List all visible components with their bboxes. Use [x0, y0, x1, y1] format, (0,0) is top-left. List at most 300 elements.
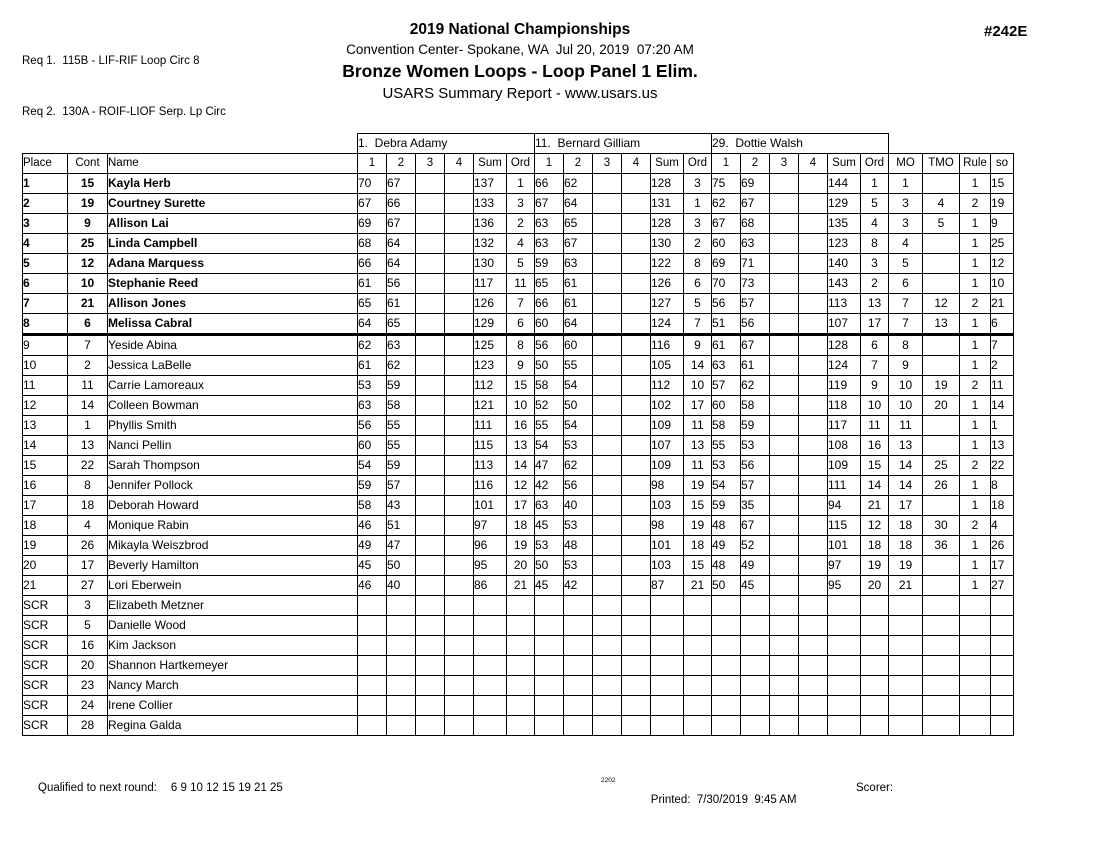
judge-3-score-cell	[770, 335, 799, 356]
judge-2-ord-cell: 9	[684, 335, 712, 356]
judge-1-ord-cell	[507, 596, 535, 616]
place-cell: 7	[23, 294, 68, 314]
judge-2-score-cell: 61	[564, 294, 593, 314]
judge-2-sum-cell: 98	[651, 516, 684, 536]
skater-name-cell: Courtney Surette	[108, 194, 358, 214]
judge-2-sum-cell: 109	[651, 456, 684, 476]
judge-row-spacer-left	[23, 134, 358, 154]
judge-2-ord-cell	[684, 616, 712, 636]
cont-cell: 18	[68, 496, 108, 516]
mo-header: MO	[889, 154, 923, 174]
judge-1-score-cell	[387, 696, 416, 716]
judge-1-score-cell	[445, 234, 474, 254]
judge-1-sum-cell: 133	[474, 194, 507, 214]
judge-1-score-cell: 53	[358, 376, 387, 396]
judge-2-score-cell	[535, 636, 564, 656]
judge-2-sum-cell: 126	[651, 274, 684, 294]
judge-1-score-cell	[416, 335, 445, 356]
mo-cell: 11	[889, 416, 923, 436]
judge-1-score-cell	[445, 294, 474, 314]
judge-3-sum-cell	[828, 636, 861, 656]
judge-2-sum-cell: 107	[651, 436, 684, 456]
judge-2-score-cell: 62	[564, 174, 593, 194]
judge-1-sum-cell: 121	[474, 396, 507, 416]
skater-name-cell: Irene Collier	[108, 696, 358, 716]
judge-2-score-cell	[622, 356, 651, 376]
judge-1-sum-cell: 132	[474, 234, 507, 254]
judge-2-ord-cell: 19	[684, 516, 712, 536]
judge-2-score-cell: 56	[535, 335, 564, 356]
tmo-cell: 13	[923, 314, 960, 335]
so-cell	[991, 676, 1014, 696]
judge-2-ord-cell: 3	[684, 214, 712, 234]
mo-cell: 8	[889, 335, 923, 356]
table-row	[23, 516, 1014, 536]
cont-cell: 7	[68, 335, 108, 356]
results-table-head	[23, 134, 1014, 174]
judge-2-ord-cell: 2	[684, 234, 712, 254]
judge-2-score-cell	[593, 456, 622, 476]
judge-3-score-cell	[770, 254, 799, 274]
judge-2-score-cell	[622, 335, 651, 356]
judge-1-sum-cell: 113	[474, 456, 507, 476]
judge-2-col-ord-header: Ord	[684, 154, 712, 174]
rule-cell: 2	[960, 516, 991, 536]
judge-3-score-cell: 62	[712, 194, 741, 214]
so-cell: 17	[991, 556, 1014, 576]
table-row	[23, 496, 1014, 516]
judge-1-score-cell: 49	[358, 536, 387, 556]
judge-2-score-cell	[622, 234, 651, 254]
skater-name-cell: Phyllis Smith	[108, 416, 358, 436]
judge-3-score-cell	[799, 496, 828, 516]
skater-name-cell: Melissa Cabral	[108, 314, 358, 335]
judge-3-score-cell: 68	[741, 214, 770, 234]
judge-3-score-cell: 70	[712, 274, 741, 294]
skater-name-cell: Allison Lai	[108, 214, 358, 234]
skater-name-cell: Linda Campbell	[108, 234, 358, 254]
judge-3-score-cell: 48	[712, 556, 741, 576]
judge-1-ord-cell: 14	[507, 456, 535, 476]
judge-1-score-cell	[416, 376, 445, 396]
judge-1-score-cell	[445, 516, 474, 536]
skater-name-cell: Mikayla Weiszbrod	[108, 536, 358, 556]
cont-cell: 27	[68, 576, 108, 596]
judge-1-sum-cell: 96	[474, 536, 507, 556]
mo-cell: 18	[889, 516, 923, 536]
rule-header: Rule	[960, 154, 991, 174]
mo-cell	[889, 676, 923, 696]
judge-1-score-cell	[445, 436, 474, 456]
place-cell: 16	[23, 476, 68, 496]
judge-2-score-cell	[535, 676, 564, 696]
judge-3-sum-cell	[828, 696, 861, 716]
judge-2-score-cell	[622, 274, 651, 294]
judge-1-ord-cell: 7	[507, 294, 535, 314]
rule-cell	[960, 696, 991, 716]
judge-1-score-cell	[445, 396, 474, 416]
skater-name-cell: Nanci Pellin	[108, 436, 358, 456]
judge-2-score-cell: 56	[564, 476, 593, 496]
tmo-cell: 5	[923, 214, 960, 234]
req-line-2: Req 2. 130A - ROIF-LIOF Serp. Lp Circ	[22, 106, 226, 118]
judge-3-sum-cell: 129	[828, 194, 861, 214]
judge-2-score-cell: 55	[535, 416, 564, 436]
judge-1-score-cell	[416, 576, 445, 596]
judge-3-score-cell: 53	[712, 456, 741, 476]
table-row	[23, 476, 1014, 496]
judge-3-ord-cell: 6	[861, 335, 889, 356]
table-row	[23, 254, 1014, 274]
judge-2-score-cell	[593, 254, 622, 274]
judge-2-ord-cell: 11	[684, 456, 712, 476]
table-row	[23, 716, 1014, 736]
judge-3-score-cell	[770, 716, 799, 736]
mo-cell	[889, 656, 923, 676]
judge-2-sum-cell: 101	[651, 536, 684, 556]
judge-3-score-cell	[712, 636, 741, 656]
judge-2-sum-cell: 131	[651, 194, 684, 214]
judge-1-sum-cell: 101	[474, 496, 507, 516]
judge-3-score-cell: 73	[741, 274, 770, 294]
judge-1-score-cell	[445, 274, 474, 294]
judge-1-col-4-header: 4	[445, 154, 474, 174]
judge-2-score-cell	[622, 194, 651, 214]
place-cell: 10	[23, 356, 68, 376]
cont-cell: 17	[68, 556, 108, 576]
judge-1-score-cell: 43	[387, 496, 416, 516]
judge-1-score-cell: 47	[387, 536, 416, 556]
judge-1-score-cell: 58	[358, 496, 387, 516]
judge-1-score-cell	[416, 616, 445, 636]
judge-2-score-cell	[622, 376, 651, 396]
judge-3-score-cell	[770, 516, 799, 536]
judge-3-sum-cell: 119	[828, 376, 861, 396]
judge-3-score-cell	[770, 356, 799, 376]
judge-1-ord-cell	[507, 636, 535, 656]
rule-cell: 1	[960, 436, 991, 456]
rule-cell: 1	[960, 556, 991, 576]
table-row	[23, 396, 1014, 416]
cont-cell: 14	[68, 396, 108, 416]
judge-3-score-cell: 61	[741, 356, 770, 376]
judge-3-ord-cell: 3	[861, 254, 889, 274]
judge-3-name: 29. Dottie Walsh	[712, 134, 889, 154]
judge-1-score-cell: 56	[387, 274, 416, 294]
judge-2-sum-cell: 87	[651, 576, 684, 596]
skater-name-cell: Deborah Howard	[108, 496, 358, 516]
tmo-cell: 25	[923, 456, 960, 476]
judge-row-spacer-right	[889, 134, 1014, 154]
judge-1-score-cell	[416, 396, 445, 416]
table-row	[23, 294, 1014, 314]
judge-3-ord-cell: 15	[861, 456, 889, 476]
judge-3-score-cell	[741, 696, 770, 716]
mo-cell: 14	[889, 456, 923, 476]
judge-3-score-cell	[712, 616, 741, 636]
judge-1-sum-cell: 86	[474, 576, 507, 596]
place-cell: 15	[23, 456, 68, 476]
tmo-cell: 26	[923, 476, 960, 496]
skater-name-cell: Lori Eberwein	[108, 576, 358, 596]
judge-1-score-cell	[445, 616, 474, 636]
skater-name-cell: Nancy March	[108, 676, 358, 696]
mo-cell: 7	[889, 314, 923, 335]
rule-cell: 2	[960, 376, 991, 396]
tmo-cell	[923, 676, 960, 696]
place-cell: 5	[23, 254, 68, 274]
venue-date-line: Convention Center- Spokane, WA Jul 20, 2019 07:20 AM	[346, 42, 694, 57]
judge-3-score-cell: 52	[741, 536, 770, 556]
judge-3-score-cell	[799, 616, 828, 636]
so-cell: 8	[991, 476, 1014, 496]
judge-1-name: 1. Debra Adamy	[358, 134, 535, 154]
skater-name-cell: Danielle Wood	[108, 616, 358, 636]
rule-cell	[960, 596, 991, 616]
judge-3-score-cell: 60	[712, 234, 741, 254]
judge-1-col-2-header: 2	[387, 154, 416, 174]
judge-3-score-cell	[770, 376, 799, 396]
judge-1-ord-cell: 19	[507, 536, 535, 556]
judge-2-score-cell	[622, 576, 651, 596]
judge-1-score-cell	[445, 596, 474, 616]
judge-3-score-cell	[770, 696, 799, 716]
judge-2-score-cell: 42	[535, 476, 564, 496]
judge-2-sum-cell	[651, 656, 684, 676]
judge-1-score-cell	[416, 636, 445, 656]
mo-cell: 6	[889, 274, 923, 294]
judge-1-score-cell: 67	[387, 214, 416, 234]
judge-1-score-cell	[358, 656, 387, 676]
judge-2-score-cell	[622, 596, 651, 616]
judge-1-col-ord-header: Ord	[507, 154, 535, 174]
judge-3-ord-cell: 21	[861, 496, 889, 516]
judge-1-score-cell: 51	[387, 516, 416, 536]
judge-1-ord-cell: 15	[507, 376, 535, 396]
judge-1-score-cell	[387, 616, 416, 636]
judge-3-score-cell: 75	[712, 174, 741, 194]
judge-1-score-cell: 66	[358, 254, 387, 274]
place-header: Place	[23, 154, 68, 174]
table-row	[23, 576, 1014, 596]
print-code: 2202	[601, 777, 616, 784]
cont-cell: 4	[68, 516, 108, 536]
table-row	[23, 314, 1014, 335]
cont-cell: 12	[68, 254, 108, 274]
judge-1-score-cell	[416, 294, 445, 314]
table-row	[23, 456, 1014, 476]
judge-2-score-cell	[622, 214, 651, 234]
judge-3-score-cell	[770, 636, 799, 656]
judge-2-score-cell	[593, 314, 622, 335]
judge-3-ord-cell	[861, 716, 889, 736]
place-cell: SCR	[23, 696, 68, 716]
judge-3-score-cell	[741, 676, 770, 696]
judge-3-sum-cell	[828, 656, 861, 676]
so-cell: 19	[991, 194, 1014, 214]
judge-3-score-cell	[741, 656, 770, 676]
judge-3-score-cell	[741, 636, 770, 656]
judge-3-score-cell	[799, 536, 828, 556]
judge-2-score-cell	[593, 516, 622, 536]
rule-cell	[960, 656, 991, 676]
skater-name-cell: Regina Galda	[108, 716, 358, 736]
tmo-cell	[923, 576, 960, 596]
rule-cell	[960, 716, 991, 736]
mo-cell: 1	[889, 174, 923, 194]
judge-3-score-cell	[741, 596, 770, 616]
report-number: #242E	[984, 23, 1028, 40]
place-cell: SCR	[23, 596, 68, 616]
judge-1-score-cell: 64	[387, 234, 416, 254]
judge-3-score-cell	[770, 616, 799, 636]
tmo-cell	[923, 174, 960, 194]
so-cell: 1	[991, 416, 1014, 436]
judge-2-score-cell: 54	[564, 416, 593, 436]
judge-1-sum-cell	[474, 616, 507, 636]
judge-3-col-1-header: 1	[712, 154, 741, 174]
judge-1-col-3-header: 3	[416, 154, 445, 174]
mo-cell	[889, 716, 923, 736]
judge-3-score-cell	[799, 254, 828, 274]
judge-2-score-cell	[622, 294, 651, 314]
judge-1-score-cell: 46	[358, 516, 387, 536]
judge-1-score-cell	[416, 716, 445, 736]
judge-2-score-cell: 52	[535, 396, 564, 416]
judge-2-score-cell: 67	[535, 194, 564, 214]
tmo-cell: 4	[923, 194, 960, 214]
judge-2-score-cell: 40	[564, 496, 593, 516]
cont-cell: 6	[68, 314, 108, 335]
judge-1-score-cell: 67	[387, 174, 416, 194]
judge-2-sum-cell	[651, 696, 684, 716]
judge-2-score-cell: 45	[535, 516, 564, 536]
rule-cell: 1	[960, 254, 991, 274]
judge-2-score-cell: 62	[564, 456, 593, 476]
judge-3-col-sum-header: Sum	[828, 154, 861, 174]
so-cell: 21	[991, 294, 1014, 314]
judge-3-ord-cell	[861, 636, 889, 656]
judge-1-score-cell: 63	[387, 335, 416, 356]
judge-1-score-cell: 54	[358, 456, 387, 476]
judge-3-score-cell	[712, 596, 741, 616]
judge-1-sum-cell	[474, 596, 507, 616]
judge-2-name: 11. Bernard Gilliam	[535, 134, 712, 154]
judge-1-score-cell	[387, 596, 416, 616]
printed-label: Printed:	[650, 794, 691, 806]
judge-3-ord-cell	[861, 676, 889, 696]
judge-2-score-cell: 54	[535, 436, 564, 456]
judge-3-score-cell	[712, 716, 741, 736]
so-cell: 11	[991, 376, 1014, 396]
judge-3-ord-cell: 9	[861, 376, 889, 396]
judge-3-ord-cell	[861, 616, 889, 636]
skater-name-cell: Colleen Bowman	[108, 396, 358, 416]
judge-1-score-cell	[416, 214, 445, 234]
judge-3-score-cell: 61	[712, 335, 741, 356]
skater-name-cell: Monique Rabin	[108, 516, 358, 536]
so-cell: 13	[991, 436, 1014, 456]
judge-2-score-cell	[593, 676, 622, 696]
judge-1-score-cell: 46	[358, 576, 387, 596]
judge-1-score-cell: 57	[387, 476, 416, 496]
judge-2-score-cell	[593, 234, 622, 254]
tmo-cell: 36	[923, 536, 960, 556]
judge-3-score-cell	[799, 314, 828, 335]
so-cell: 6	[991, 314, 1014, 335]
judge-1-score-cell: 62	[358, 335, 387, 356]
place-cell: SCR	[23, 616, 68, 636]
judge-3-ord-cell: 14	[861, 476, 889, 496]
judge-2-score-cell	[593, 274, 622, 294]
judge-2-col-1-header: 1	[535, 154, 564, 174]
judge-1-score-cell	[445, 716, 474, 736]
tmo-cell	[923, 234, 960, 254]
judge-2-score-cell	[593, 214, 622, 234]
cont-cell: 21	[68, 294, 108, 314]
judge-2-score-cell: 53	[564, 436, 593, 456]
judge-2-sum-cell: 109	[651, 416, 684, 436]
judge-3-score-cell: 45	[741, 576, 770, 596]
judge-2-ord-cell: 10	[684, 376, 712, 396]
judge-3-sum-cell: 97	[828, 556, 861, 576]
judge-3-score-cell: 67	[712, 214, 741, 234]
rule-cell: 1	[960, 234, 991, 254]
judge-1-score-cell: 70	[358, 174, 387, 194]
judge-2-score-cell: 60	[564, 335, 593, 356]
rule-cell: 2	[960, 456, 991, 476]
judge-3-score-cell: 55	[712, 436, 741, 456]
table-row	[23, 335, 1014, 356]
table-row	[23, 536, 1014, 556]
judge-1-ord-cell	[507, 676, 535, 696]
place-cell: SCR	[23, 676, 68, 696]
qualified-label: Qualified to next round:	[38, 782, 157, 794]
place-cell: 1	[23, 174, 68, 194]
judge-2-score-cell: 63	[535, 214, 564, 234]
judge-1-score-cell	[416, 496, 445, 516]
judge-3-score-cell: 58	[741, 396, 770, 416]
judge-1-score-cell: 59	[387, 456, 416, 476]
judge-1-score-cell	[416, 174, 445, 194]
cont-cell: 3	[68, 596, 108, 616]
judge-3-sum-cell: 140	[828, 254, 861, 274]
judge-1-score-cell	[445, 496, 474, 516]
judge-1-score-cell	[358, 676, 387, 696]
results-table-body	[23, 174, 1014, 736]
so-cell: 10	[991, 274, 1014, 294]
judge-1-score-cell	[445, 356, 474, 376]
so-cell: 14	[991, 396, 1014, 416]
skater-name-cell: Stephanie Reed	[108, 274, 358, 294]
mo-cell: 18	[889, 536, 923, 556]
judge-2-score-cell: 48	[564, 536, 593, 556]
judge-1-score-cell: 56	[358, 416, 387, 436]
name-header: Name	[108, 154, 358, 174]
tmo-cell	[923, 496, 960, 516]
cont-cell: 26	[68, 536, 108, 556]
judge-3-score-cell	[741, 716, 770, 736]
judge-2-sum-cell: 127	[651, 294, 684, 314]
rule-cell: 1	[960, 536, 991, 556]
judge-3-sum-cell: 109	[828, 456, 861, 476]
judge-3-score-cell	[799, 234, 828, 254]
judge-2-sum-cell	[651, 716, 684, 736]
judge-3-score-cell: 63	[712, 356, 741, 376]
judge-2-score-cell	[535, 616, 564, 636]
judge-1-sum-cell: 130	[474, 254, 507, 274]
skater-name-cell: Kim Jackson	[108, 636, 358, 656]
